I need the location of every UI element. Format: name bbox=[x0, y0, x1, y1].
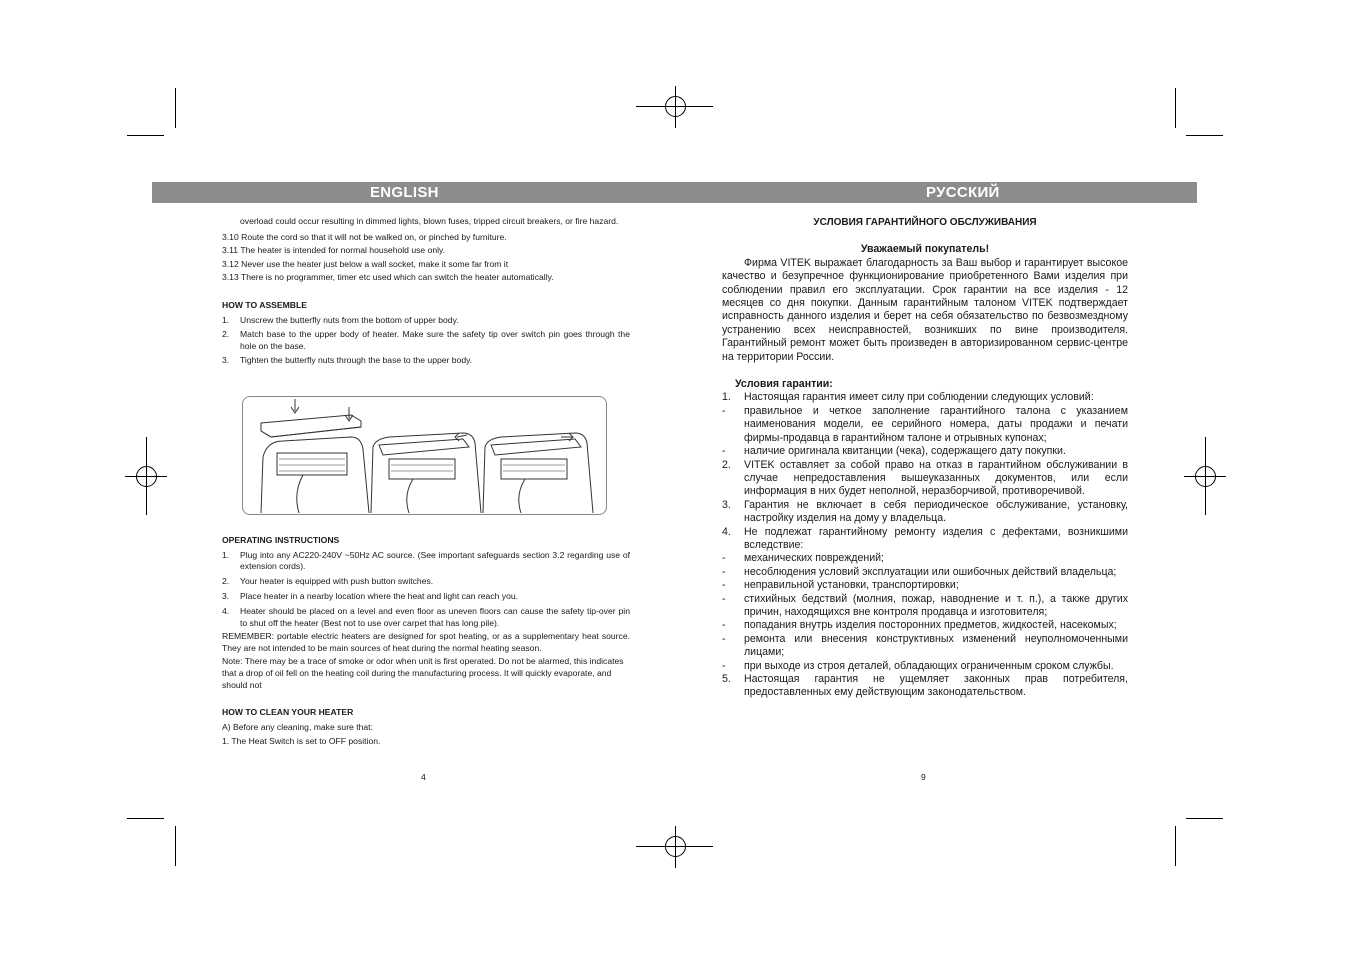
condition-item bbox=[722, 673, 1128, 700]
crop-mark bbox=[1175, 88, 1176, 128]
item-marker: - bbox=[722, 445, 726, 458]
step-number: 1. bbox=[222, 549, 230, 560]
step-number: 1. bbox=[222, 314, 230, 325]
step-number: 3. bbox=[222, 591, 230, 602]
item-text: Настоящая гарантия имеет силу при соблюдении следующих условий: bbox=[744, 391, 1094, 404]
assemble-step bbox=[222, 315, 630, 327]
item-text: наличие оригинала квитанции (чека), содержащего дату покупки. bbox=[744, 445, 1066, 458]
operating-heading: OPERATING INSTRUCTIONS bbox=[222, 535, 340, 545]
item-text: при выходе из строя деталей, обладающих ограниченным сроком службы. bbox=[744, 659, 1114, 672]
clean-line: 1. The Heat Switch is set to OFF position. bbox=[222, 736, 381, 747]
english-column-lower bbox=[222, 535, 630, 748]
item-text: стихийных бедствий (молния, пожар, наводнение и т. п.), а также других причин, находящихся вне контроля продавца и изготовителя; bbox=[744, 592, 1128, 618]
condition-item bbox=[722, 619, 1128, 632]
item-marker: 3. bbox=[722, 498, 731, 511]
item-marker: 2. bbox=[722, 458, 731, 471]
step-text: Plug into any AC220-240V ~50Hz AC source. (See important safeguards section 3.2 regarding use of extension cords). bbox=[240, 549, 630, 572]
operating-step bbox=[222, 576, 630, 588]
remember-note: REMEMBER: portable electric heaters are designed for spot heating, or as a supplementary heat source. They are not intended to be main sources of heat during the normal heating season. bbox=[222, 631, 630, 653]
assembly-drawing bbox=[243, 397, 605, 513]
step-number: 4. bbox=[222, 605, 230, 616]
condition-item bbox=[722, 459, 1128, 499]
item-text: неправильной установки, транспортировки; bbox=[744, 579, 959, 592]
crop-mark bbox=[1175, 826, 1176, 866]
item-text: Настоящая гарантия не ущемляет законных прав потребителя, предоставленных ему действующим законодательством. bbox=[744, 673, 1128, 699]
clean-line: A) Before any cleaning, make sure that: bbox=[222, 721, 373, 732]
condition-item bbox=[722, 552, 1128, 565]
crop-mark bbox=[175, 826, 176, 866]
item-text: правильное и четкое заполнение гарантийного талона с указанием наименования модели, ее серийного номера, даты продажи и печати фирмы-продавца в гарантийном талоне и отрывных купонах; bbox=[744, 404, 1128, 444]
item-marker: - bbox=[722, 592, 726, 605]
safety-intro-continuation: overload could occur resulting in dimmed lights, blown fuses, tripped circuit breakers, or fire hazard. bbox=[240, 216, 619, 226]
safety-item: 3.11 The heater is intended for normal household use only. bbox=[222, 245, 446, 256]
crop-mark bbox=[1186, 818, 1223, 819]
item-text: несоблюдения условий эксплуатации или ошибочных действий владельца; bbox=[744, 565, 1117, 578]
crop-mark bbox=[127, 818, 164, 819]
crop-mark bbox=[127, 135, 164, 136]
condition-item bbox=[722, 391, 1128, 404]
operating-step bbox=[222, 550, 630, 573]
item-text: Гарантия не включает в себя периодическое обслуживание, установку, настройку изделия на дому у владельца. bbox=[744, 498, 1128, 525]
step-text: Tighten the butterfly nuts through the base to the upper body. bbox=[240, 355, 473, 366]
operating-step bbox=[222, 606, 630, 629]
assemble-step bbox=[222, 355, 630, 367]
item-marker: - bbox=[722, 619, 726, 632]
step-number: 2. bbox=[222, 329, 230, 340]
item-marker: - bbox=[722, 404, 726, 417]
item-marker: 4. bbox=[722, 525, 731, 538]
condition-item bbox=[722, 633, 1128, 660]
safety-item: 3.13 There is no programmer, timer etc used which can switch the heater automatically. bbox=[222, 272, 554, 283]
page-number-left: 4 bbox=[421, 772, 426, 782]
item-marker: - bbox=[722, 632, 726, 645]
russian-column bbox=[722, 216, 1128, 700]
crop-mark bbox=[175, 88, 176, 128]
item-text: механических повреждений; bbox=[744, 552, 884, 565]
greeting: Уважаемый покупатель! bbox=[860, 243, 990, 256]
item-text: VITEK оставляет за собой право на отказ в гарантийном обслуживании в случае непредоставления вышеуказанных документов, или если информация в них будет неполной, неразборчивой, противоречивой. bbox=[744, 458, 1128, 498]
operating-step bbox=[222, 591, 630, 603]
condition-item bbox=[722, 593, 1128, 620]
condition-item bbox=[722, 579, 1128, 592]
item-text: Не подлежат гарантийному ремонту изделия с дефектами, возникшими вследствие: bbox=[744, 525, 1128, 551]
conditions-heading: Условия гарантии: bbox=[735, 378, 833, 391]
page-number-right: 9 bbox=[921, 772, 926, 782]
condition-item bbox=[722, 499, 1128, 526]
item-marker: 1. bbox=[722, 391, 731, 404]
condition-item bbox=[722, 405, 1128, 445]
step-text: Place heater in a nearby location where the heat and light can reach you. bbox=[240, 591, 519, 602]
step-number: 2. bbox=[222, 575, 230, 586]
smoke-note: Note: There may be a trace of smoke or odor when unit is first operated. Do not be alarmed, this indicates that a drop of oil fell on the heating coil during the manufacturing process. It will quickly evaporate, and should not bbox=[222, 656, 624, 690]
language-header-bar bbox=[152, 182, 1197, 203]
warranty-title: УСЛОВИЯ ГАРАНТИЙНОГО ОБСЛУЖИВАНИЯ bbox=[813, 217, 1037, 228]
item-text: ремонта или внесения конструктивных изменений неуполномоченными лицами; bbox=[744, 632, 1128, 659]
item-marker: - bbox=[722, 579, 726, 592]
item-marker: - bbox=[722, 552, 726, 565]
condition-item bbox=[722, 445, 1128, 458]
assemble-step bbox=[222, 329, 630, 352]
step-text: Unscrew the butterfly nuts from the bottom of upper body. bbox=[240, 314, 459, 325]
safety-item: 3.10 Route the cord so that it will not be walked on, or pinched by furniture. bbox=[222, 231, 507, 242]
condition-item bbox=[722, 566, 1128, 579]
item-marker: 5. bbox=[722, 673, 731, 685]
item-marker: - bbox=[722, 565, 726, 578]
english-column bbox=[222, 216, 630, 367]
header-russian: РУССКИЙ bbox=[926, 184, 1000, 201]
step-number: 3. bbox=[222, 355, 230, 366]
assemble-heading: HOW TO ASSEMBLE bbox=[222, 299, 307, 310]
step-text: Heater should be placed on a level and even floor as uneven floors can cause the safety tip-over pin to shut off the heater (Best not to use over carpet that has long pile). bbox=[240, 605, 630, 628]
warranty-intro: Фирма VITEK выражает благодарность за Ваш выбор и гарантирует высокое качество и безупречное функционирование приобретенного Вами изделия при соблюдении правил его эксплуатации. Срок гарантии на все изделия - 12 месяцев со дня покупки. Данным гарантийным талоном VITEK подтверждает исправность данного изделия и берет на себя обязательство по безвозмездному устранению всех неисправностей, возникших по вине производителя. Гарантийный ремонт может быть произведен в авторизированном сервис-центре на территории России. bbox=[722, 256, 1128, 363]
safety-item: 3.12 Never use the heater just below a wall socket, make it some far from it bbox=[222, 258, 509, 269]
crop-mark bbox=[1186, 135, 1223, 136]
header-english: ENGLISH bbox=[370, 184, 439, 201]
assembly-illustration bbox=[242, 396, 607, 515]
item-marker: - bbox=[722, 659, 726, 672]
item-text: попадания внутрь изделия посторонних предметов, жидкостей, насекомых; bbox=[744, 619, 1117, 632]
step-text: Your heater is equipped with push button switches. bbox=[240, 575, 434, 586]
condition-item bbox=[722, 526, 1128, 553]
condition-item bbox=[722, 660, 1128, 673]
step-text: Match base to the upper body of heater. Make sure the safety tip over switch pin goes through the hole on the base. bbox=[240, 329, 630, 351]
clean-heading: HOW TO CLEAN YOUR HEATER bbox=[222, 707, 354, 718]
